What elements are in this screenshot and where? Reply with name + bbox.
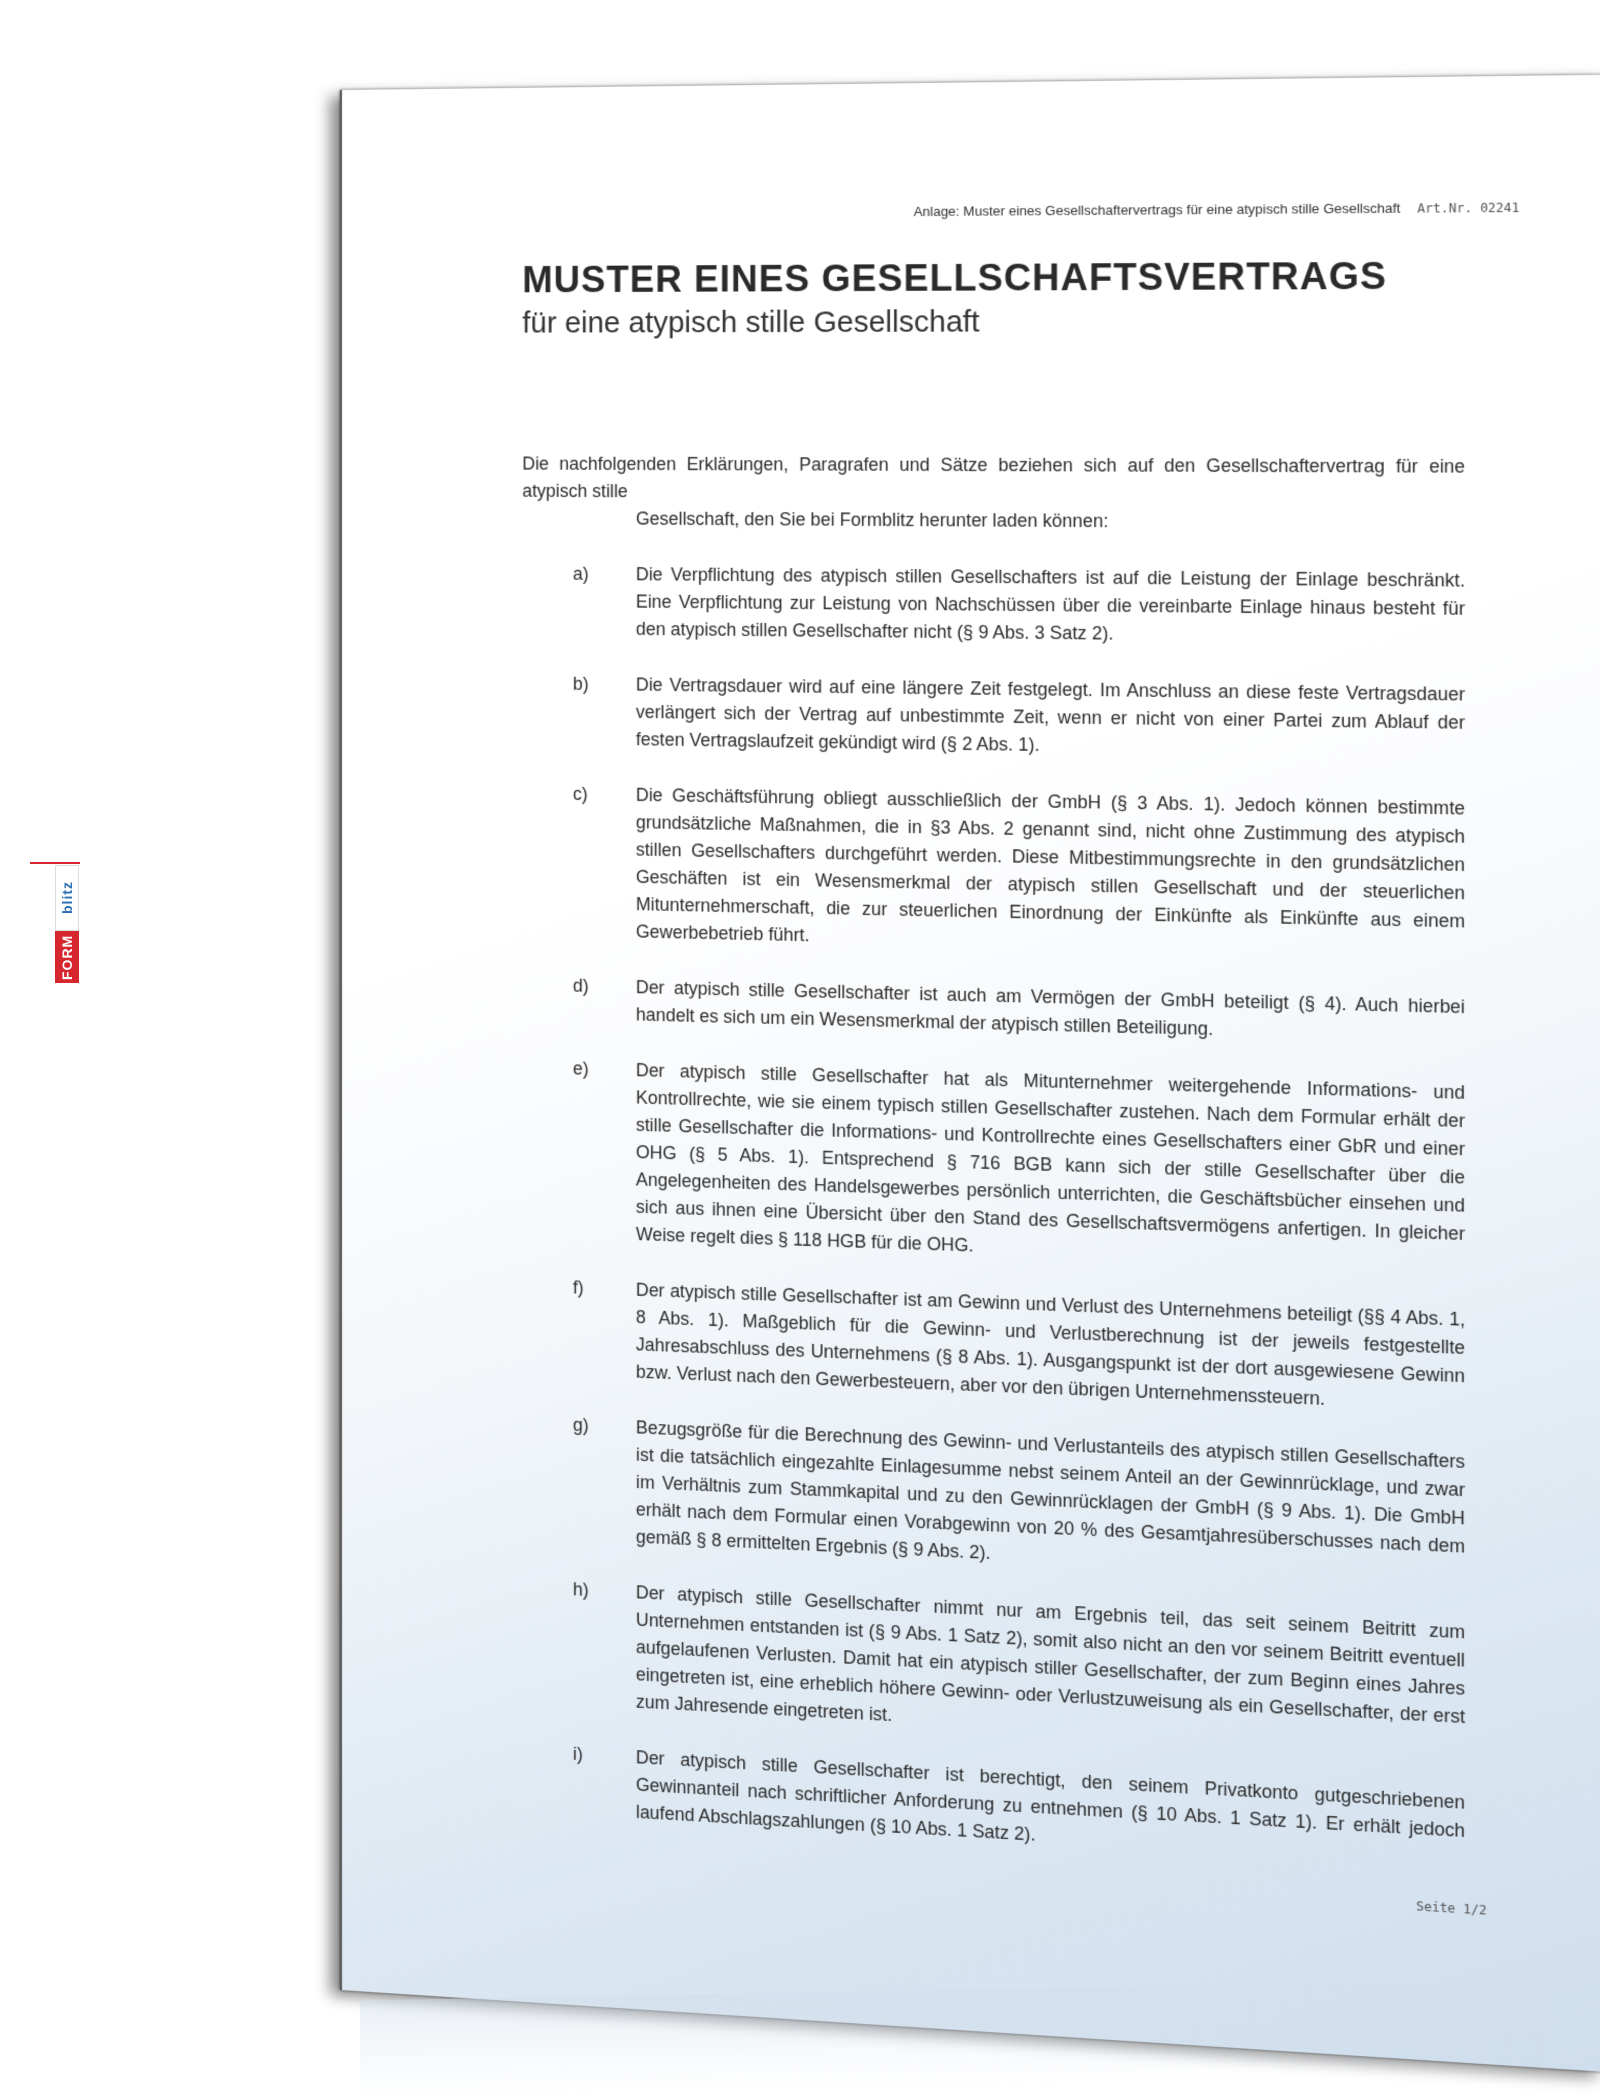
logo-form-text: FORM (55, 931, 79, 983)
item-text: Der atypisch stille Gesellschafter ist am Gewinn und Verlust des Unternehmens beteiligt (§§ 4 Abs. 1, 8 Abs. 1). Maßgeblich für die Gewinn- und Verlustberechnung ist der jeweils festgestellte Jahresabschluss des Unternehmens (§ 8 Abs. 1). Ausgangspunkt ist der dort ausgewiesene Gewinn bzw. Verlust nach den Gewerbesteuern, aber vor den übrigen Unternehmenssteuern. (635, 1279, 1466, 1410)
document-body (522, 450, 1465, 1902)
list-item-c (522, 780, 1465, 964)
page-number: Seite 1/2 (1416, 1898, 1487, 1918)
list-item-e (522, 1054, 1465, 1277)
document-page (340, 75, 1600, 2072)
item-letter: b) (572, 673, 589, 695)
list-item-d (522, 971, 1465, 1049)
logo-blitz-text: blitz (55, 865, 79, 931)
document-title: MUSTER EINES GESELLSCHAFTSVERTRAGS (522, 254, 1388, 301)
item-letter: f) (572, 1277, 584, 1298)
list-item-g (522, 1409, 1465, 1589)
title-block (522, 255, 1387, 341)
header-article-number: Art.Nr. 02241 (1417, 200, 1520, 216)
list-item-h (522, 1574, 1465, 1760)
item-letter: i) (572, 1743, 583, 1765)
item-text: Der atypisch stille Gesellschafter ist berechtigt, den seinem Privatkonto gutgeschriebenen Gewinnanteil nach schriftlicher Anforderung zu entnehmen (§ 10 Abs. 1 Satz 1). Er erhält jedoch laufend Abschlagszahlungen (§ 10 Abs. 1 Satz 2). (635, 1747, 1466, 1845)
list-item-f (522, 1272, 1465, 1418)
formblitz-logo (55, 865, 79, 983)
page-reflection (360, 1980, 1550, 2096)
item-letter: h) (572, 1579, 589, 1601)
logo-accent-line (30, 862, 80, 864)
item-text: Die Geschäftsführung obliegt ausschließlich der GmbH (§ 3 Abs. 1). Jedoch können bestimmte grundsätzliche Maßnahmen, die in §3 Abs. 2 genannt sind, nicht ohne Zustimmung des atypisch stillen Gesellschafters durchgeführt werden. Diese Mitbestimmungsrechte in den grundsätzlichen Geschäften ist ein Wesensmerkmal der atypisch stillen Gesellschaft und der steuerlichen Mitunternehmerschaft, die zur steuerlichen Einordnung der Einkünfte als Einkünfte aus einem Gewerbebetrieb führt. (635, 784, 1466, 946)
item-letter: e) (572, 1058, 589, 1079)
item-letter: a) (572, 563, 589, 584)
item-letter: g) (572, 1414, 589, 1436)
list-item-a (522, 560, 1465, 651)
item-letter: c) (572, 783, 588, 805)
item-text: Die Verpflichtung des atypisch stillen Gesellschafters ist auf die Leistung der Einlage beschränkt. Eine Verpflichtung zur Leistung von Nachschüssen über die vereinbarte Einlage hinaus besteht für den atypisch stillen Gesellschafter nicht (§ 9 Abs. 3 Satz 2). (635, 564, 1466, 644)
page-header (914, 199, 1520, 219)
intro-paragraph (522, 450, 1465, 537)
item-text: Die Vertragsdauer wird auf eine längere Zeit festgelegt. Im Anschluss an diese feste Vertragsdauer verlängert sich der Vertrag auf unbestimmte Zeit, wenn er nicht von einer Partei zum Ablauf der festen Vertragslaufzeit gekündigt wird (§ 2 Abs. 1). (635, 674, 1466, 756)
item-text: Der atypisch stille Gesellschafter hat als Mitunternehmer weitergehende Informations- und Kontrollrechte, wie sie einem typisch stillen Gesellschafter zustehen. Nach dem Formular erhält der stille Gesellschafter die Informations- und Kontrollrechte eines Gesellschafters einer GbR und einer OHG (§ 5 Abs. 1). Entsprechend § 716 BGB kann sich der stille Gesellschafter über die Angelegenheiten des Handelsgewerbes persönlich unterrichten, die Geschäftsbücher einsehen und sich aus ihnen eine Übersicht über den Stand des Gesellschaftsvermögens anfertigen. In gleicher Weise regelt dies § 118 HGB für die OHG. (635, 1059, 1466, 1256)
intro-line-1: Die nachfolgenden Erklärungen, Paragrafen und Sätze beziehen sich auf den Gesellschaftervertrag für eine atypisch stille (522, 453, 1466, 502)
document-subtitle: für eine atypisch stille Gesellschaft (522, 305, 980, 340)
list-item-i (522, 1738, 1465, 1874)
item-text: Der atypisch stille Gesellschafter nimmt nur am Ergebnis teil, das seit seinem Beitritt zum Unternehmen entstanden ist (§ 9 Abs. 1 Satz 2), somit also nicht an den vor seinem Beitritt eventuell aufgelaufenen Verlusten. Damit hat ein atypisch stiller Gesellschafter, der zum Beginn eines Jahres eingetreten ist, eine erheblich höhere Gewinn- oder Verlustzuweisung als ein Gesellschafter, der erst zum Jahresende eingetreten ist. (635, 1582, 1466, 1728)
header-annex-title: Anlage: Muster eines Gesellschaftervertrags für eine atypisch stille Gesellschaft (913, 200, 1401, 220)
list-item-b (522, 670, 1465, 765)
intro-line-2: Gesellschaft, den Sie bei Formblitz herunter laden können: (635, 508, 1109, 532)
item-text: Der atypisch stille Gesellschafter ist auch am Vermögen der GmbH beteiligt (§ 4). Auch hierbei handelt es sich um ein Wesensmerkmal der atypisch stillen Beteiligung. (635, 976, 1466, 1040)
item-text: Bezugsgröße für die Berechnung des Gewinn- und Verlustanteils des atypisch stillen Gesellschafters ist die tatsächlich eingezahlte Einlagesumme nebst seinem Anteil an der Gewinnrücklage, und zwar im Verhältnis zum Stammkapital und zu den Gewinnrücklagen der GmbH (§ 9 Abs. 1). Die GmbH erhält nach dem Formular einen Vorabgewinn von 20 % des Gesamtjahresüberschusses nach dem gemäß § 8 ermittelten Ergebnis (§ 9 Abs. 2). (635, 1417, 1466, 1564)
item-letter: d) (572, 975, 589, 997)
